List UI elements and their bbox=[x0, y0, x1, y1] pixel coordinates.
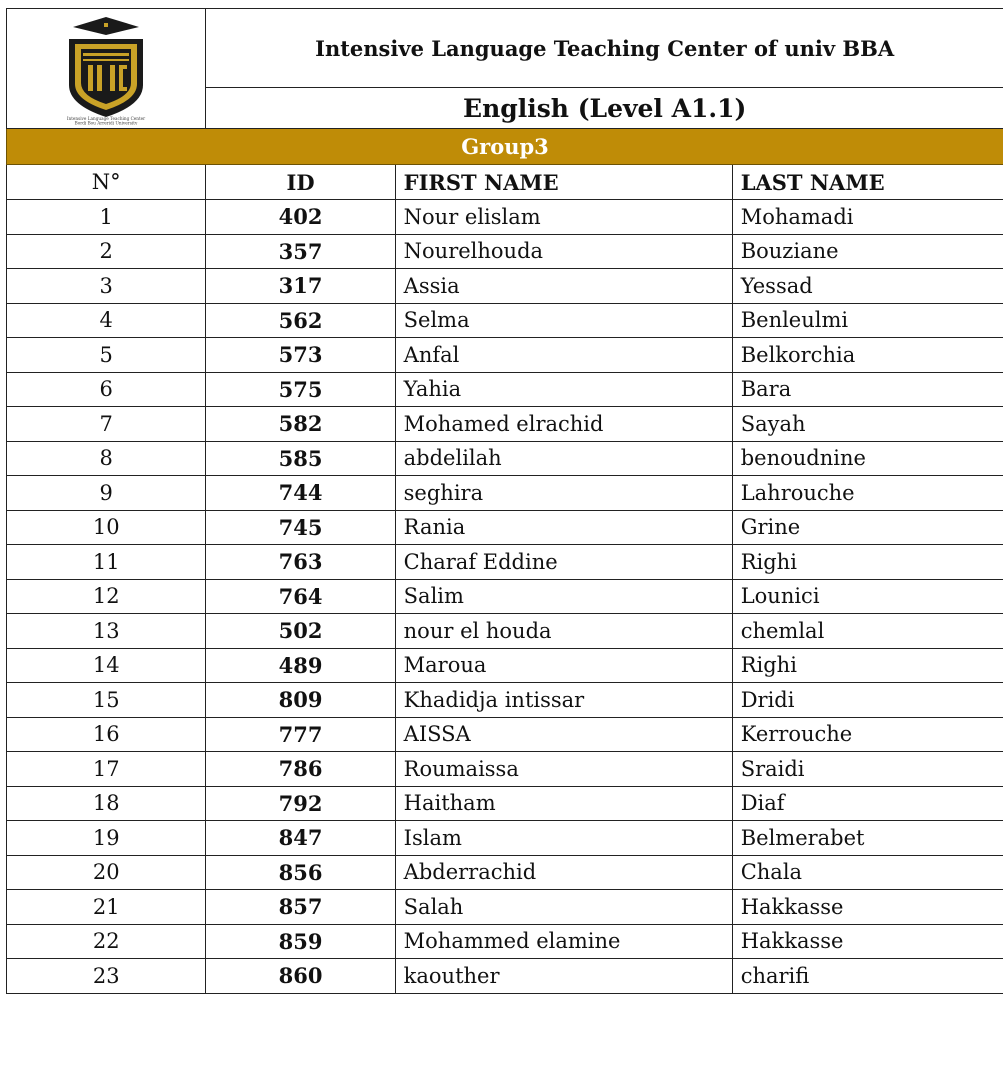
student-list-sheet bbox=[6, 8, 1003, 994]
row-first-name: Abderrachid bbox=[395, 855, 732, 890]
table-row bbox=[7, 890, 1003, 925]
row-id: 357 bbox=[206, 234, 395, 269]
row-first-name: seghira bbox=[395, 476, 732, 511]
row-id: 859 bbox=[206, 924, 395, 959]
table-row bbox=[7, 234, 1003, 269]
row-id: 585 bbox=[206, 441, 395, 476]
row-last-name: Belmerabet bbox=[732, 821, 1003, 856]
row-id: 777 bbox=[206, 717, 395, 752]
row-id: 562 bbox=[206, 303, 395, 338]
row-id: 764 bbox=[206, 579, 395, 614]
row-last-name: Lahrouche bbox=[732, 476, 1003, 511]
row-number: 14 bbox=[7, 648, 206, 683]
row-last-name: Diaf bbox=[732, 786, 1003, 821]
row-first-name: Haitham bbox=[395, 786, 732, 821]
row-last-name: chemlal bbox=[732, 614, 1003, 649]
row-last-name: Righi bbox=[732, 545, 1003, 580]
row-number: 22 bbox=[7, 924, 206, 959]
row-first-name: nour el houda bbox=[395, 614, 732, 649]
row-last-name: Sraidi bbox=[732, 752, 1003, 787]
table-row bbox=[7, 717, 1003, 752]
table-row bbox=[7, 648, 1003, 683]
table-row bbox=[7, 372, 1003, 407]
col-first-name-header: FIRST NAME bbox=[395, 165, 732, 200]
row-last-name: Chala bbox=[732, 855, 1003, 890]
row-last-name: Benleulmi bbox=[732, 303, 1003, 338]
row-last-name: Hakkasse bbox=[732, 890, 1003, 925]
row-number: 13 bbox=[7, 614, 206, 649]
row-id: 317 bbox=[206, 269, 395, 304]
row-number: 7 bbox=[7, 407, 206, 442]
row-last-name: Kerrouche bbox=[732, 717, 1003, 752]
table-row bbox=[7, 303, 1003, 338]
col-last-name-header: LAST NAME bbox=[732, 165, 1003, 200]
row-id: 402 bbox=[206, 200, 395, 235]
row-first-name: Nourelhouda bbox=[395, 234, 732, 269]
row-id: 582 bbox=[206, 407, 395, 442]
row-id: 857 bbox=[206, 890, 395, 925]
table-row bbox=[7, 200, 1003, 235]
table-row bbox=[7, 924, 1003, 959]
table-row bbox=[7, 614, 1003, 649]
center-title: Intensive Language Teaching Center of univ BBA bbox=[206, 9, 1003, 88]
row-last-name: Dridi bbox=[732, 683, 1003, 718]
row-number: 2 bbox=[7, 234, 206, 269]
row-number: 17 bbox=[7, 752, 206, 787]
table-row bbox=[7, 441, 1003, 476]
row-first-name: Khadidja intissar bbox=[395, 683, 732, 718]
row-id: 763 bbox=[206, 545, 395, 580]
row-id: 575 bbox=[206, 372, 395, 407]
row-last-name: Hakkasse bbox=[732, 924, 1003, 959]
row-first-name: Charaf Eddine bbox=[395, 545, 732, 580]
row-last-name: Grine bbox=[732, 510, 1003, 545]
column-header-row bbox=[7, 165, 1003, 200]
row-last-name: Yessad bbox=[732, 269, 1003, 304]
row-id: 860 bbox=[206, 959, 395, 994]
row-id: 573 bbox=[206, 338, 395, 373]
row-id: 847 bbox=[206, 821, 395, 856]
row-last-name: Bara bbox=[732, 372, 1003, 407]
row-number: 5 bbox=[7, 338, 206, 373]
row-first-name: Nour elislam bbox=[395, 200, 732, 235]
row-first-name: Maroua bbox=[395, 648, 732, 683]
row-number: 21 bbox=[7, 890, 206, 925]
row-first-name: Mohammed elamine bbox=[395, 924, 732, 959]
row-first-name: kaouther bbox=[395, 959, 732, 994]
row-id: 489 bbox=[206, 648, 395, 683]
table-row bbox=[7, 510, 1003, 545]
row-first-name: Roumaissa bbox=[395, 752, 732, 787]
row-id: 786 bbox=[206, 752, 395, 787]
col-number-header: N° bbox=[7, 165, 206, 200]
table-row bbox=[7, 407, 1003, 442]
row-last-name: charifi bbox=[732, 959, 1003, 994]
row-last-name: Righi bbox=[732, 648, 1003, 683]
row-last-name: Mohamadi bbox=[732, 200, 1003, 235]
course-level: English (Level A1.1) bbox=[206, 88, 1003, 129]
row-number: 19 bbox=[7, 821, 206, 856]
row-first-name: Anfal bbox=[395, 338, 732, 373]
row-last-name: Lounici bbox=[732, 579, 1003, 614]
row-number: 4 bbox=[7, 303, 206, 338]
table-row bbox=[7, 683, 1003, 718]
logo-cell bbox=[7, 9, 206, 129]
table-row bbox=[7, 476, 1003, 511]
row-number: 11 bbox=[7, 545, 206, 580]
student-table bbox=[6, 8, 1003, 994]
table-row bbox=[7, 959, 1003, 994]
center-logo bbox=[7, 13, 205, 125]
row-first-name: abdelilah bbox=[395, 441, 732, 476]
row-first-name: Rania bbox=[395, 510, 732, 545]
col-id-header: ID bbox=[206, 165, 395, 200]
row-id: 856 bbox=[206, 855, 395, 890]
row-number: 1 bbox=[7, 200, 206, 235]
row-first-name: Mohamed elrachid bbox=[395, 407, 732, 442]
row-first-name: AISSA bbox=[395, 717, 732, 752]
row-id: 502 bbox=[206, 614, 395, 649]
row-first-name: Yahia bbox=[395, 372, 732, 407]
row-last-name: Bouziane bbox=[732, 234, 1003, 269]
group-label: Group3 bbox=[7, 129, 1003, 165]
row-id: 744 bbox=[206, 476, 395, 511]
row-number: 12 bbox=[7, 579, 206, 614]
row-id: 792 bbox=[206, 786, 395, 821]
logo-caption-1: Intensive Language Teaching Center bbox=[67, 115, 146, 121]
row-number: 15 bbox=[7, 683, 206, 718]
table-row bbox=[7, 752, 1003, 787]
row-number: 20 bbox=[7, 855, 206, 890]
row-first-name: Selma bbox=[395, 303, 732, 338]
row-number: 16 bbox=[7, 717, 206, 752]
row-number: 9 bbox=[7, 476, 206, 511]
student-rows bbox=[7, 200, 1003, 994]
table-row bbox=[7, 579, 1003, 614]
shield-logo-icon bbox=[31, 13, 181, 125]
table-row bbox=[7, 338, 1003, 373]
table-row bbox=[7, 821, 1003, 856]
row-number: 6 bbox=[7, 372, 206, 407]
row-number: 10 bbox=[7, 510, 206, 545]
row-last-name: Belkorchia bbox=[732, 338, 1003, 373]
table-row bbox=[7, 786, 1003, 821]
table-row bbox=[7, 855, 1003, 890]
logo-caption-2: Bordj Bou Arreridj University bbox=[74, 120, 138, 125]
row-first-name: Islam bbox=[395, 821, 732, 856]
row-first-name: Salah bbox=[395, 890, 732, 925]
row-number: 18 bbox=[7, 786, 206, 821]
table-row bbox=[7, 269, 1003, 304]
row-last-name: benoudnine bbox=[732, 441, 1003, 476]
table-row bbox=[7, 545, 1003, 580]
row-id: 809 bbox=[206, 683, 395, 718]
row-number: 8 bbox=[7, 441, 206, 476]
row-first-name: Salim bbox=[395, 579, 732, 614]
row-first-name: Assia bbox=[395, 269, 732, 304]
row-number: 3 bbox=[7, 269, 206, 304]
row-last-name: Sayah bbox=[732, 407, 1003, 442]
row-id: 745 bbox=[206, 510, 395, 545]
row-number: 23 bbox=[7, 959, 206, 994]
